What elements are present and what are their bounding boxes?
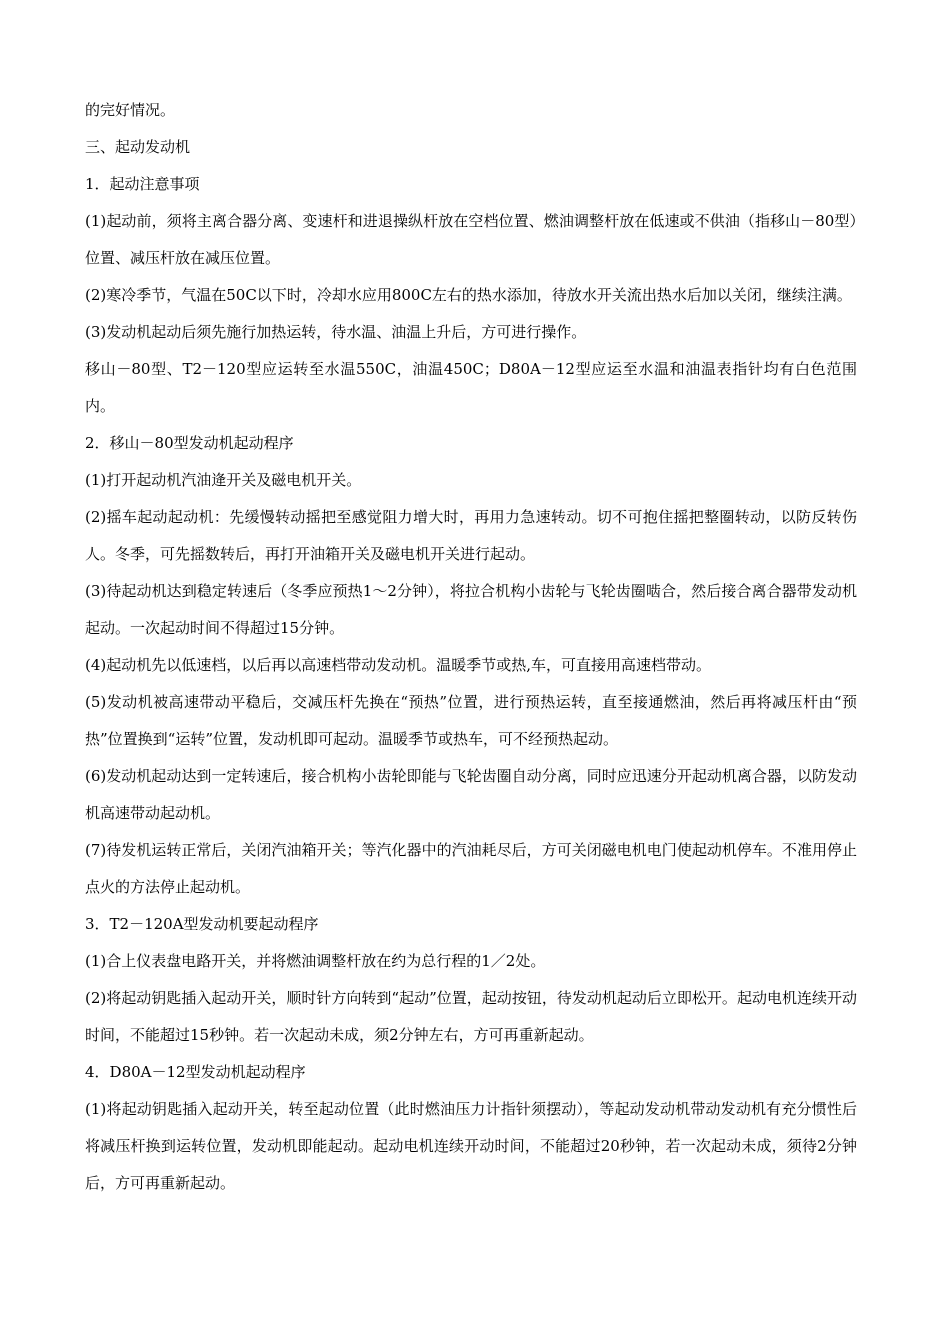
subsection-heading-yishan80: 2．移山－80型发动机起动程序 [85, 434, 294, 452]
paragraph-yishan80-step-5: (5)发动机被高速带动平稳后，交减压杆先换在“预热”位置，进行预热运转，直至接通燃油，然后再将减压杆由“预热”位置换到“运转”位置，发动机即可起动。温暖季节或热车，可不经预热起动。 [85, 693, 857, 748]
paragraph-precaution-2: (2)寒冷季节，气温在50C以下时，冷却水应用800C左右的热水添加，待放水开关流出热水后加以关闭，继续注满。 [85, 286, 852, 304]
paragraph-yishan80-step-4: (4)起动机先以低速档，以后再以高速档带动发动机。温暖季节或热,车，可直接用高速档带动。 [85, 656, 712, 674]
section-heading-start-engine: 三、起动发动机 [85, 138, 191, 156]
paragraph-yishan80-step-6: (6)发动机起动达到一定转速后，接合机构小齿轮即能与飞轮齿圈自动分离，同时应迅速分开起动机离合器，以防发动机高速带动起动机。 [85, 767, 857, 822]
paragraph-yishan80-step-7: (7)待发机运转正常后，关闭汽油箱开关；等汽化器中的汽油耗尽后，方可关闭磁电机电门使起动机停车。不准用停止点火的方法停止起动机。 [85, 841, 857, 896]
paragraph-continuation: 的完好情况。 [85, 101, 176, 119]
paragraph-yishan80-step-3: (3)待起动机达到稳定转速后（冬季应预热1～2分钟），将拉合机构小齿轮与飞轮齿圈啮合，然后接合离合器带发动机起动。一次起动时间不得超过15分钟。 [85, 582, 857, 637]
subsection-heading-d80a-12: 4．D80A－12型发动机起动程序 [85, 1063, 306, 1081]
subsection-heading-precautions: 1．起动注意事项 [85, 175, 200, 193]
paragraph-yishan80-step-1: (1)打开起动机汽油逄开关及磁电机开关。 [85, 471, 362, 489]
paragraph-temperature-note: 移山－80型、T2－120型应运转至水温550C，油温450C；D80A－12型应运至水温和油温表指针均有白色范围内。 [85, 360, 857, 415]
subsection-heading-t2-120a: 3．T2－120A型发动机要起动程序 [85, 915, 319, 933]
paragraph-d80a-12-step-1: (1)将起动钥匙插入起动开关，转至起动位置（此时燃油压力计指针须摆动），等起动发动机带动发动机有充分惯性后将减压杆换到运转位置，发动机即能起动。起动电机连续开动时间，不能超过20秒钟，若一次起动未成，须待2分钟后，方可再重新起动。 [85, 1100, 857, 1192]
paragraph-t2-120a-step-1: (1)合上仪表盘电路开关，并将燃油调整杆放在约为总行程的1／2处。 [85, 952, 546, 970]
paragraph-yishan80-step-2: (2)摇车起动起动机：先缓慢转动摇把至感觉阻力增大时，再用力急速转动。切不可抱住摇把整圈转动，以防反转伤人。冬季，可先摇数转后，再打开油箱开关及磁电机开关进行起动。 [85, 508, 857, 563]
paragraph-precaution-1: (1)起动前，须将主离合器分离、变速杆和进退操纵杆放在空档位置、燃油调整杆放在低速或不供油（指移山－80型）位置、减压杆放在减压位置。 [85, 212, 857, 267]
paragraph-precaution-3: (3)发动机起动后须先施行加热运转，待水温、油温上升后，方可进行操作。 [85, 323, 587, 341]
document-body [85, 92, 857, 1202]
paragraph-t2-120a-step-2: (2)将起动钥匙插入起动开关，顺时针方向转到“起动”位置，起动按钮，待发动机起动后立即松开。起动电机连续开动时间，不能超过15秒钟。若一次起动未成，须2分钟左右，方可再重新起动。 [85, 989, 857, 1044]
